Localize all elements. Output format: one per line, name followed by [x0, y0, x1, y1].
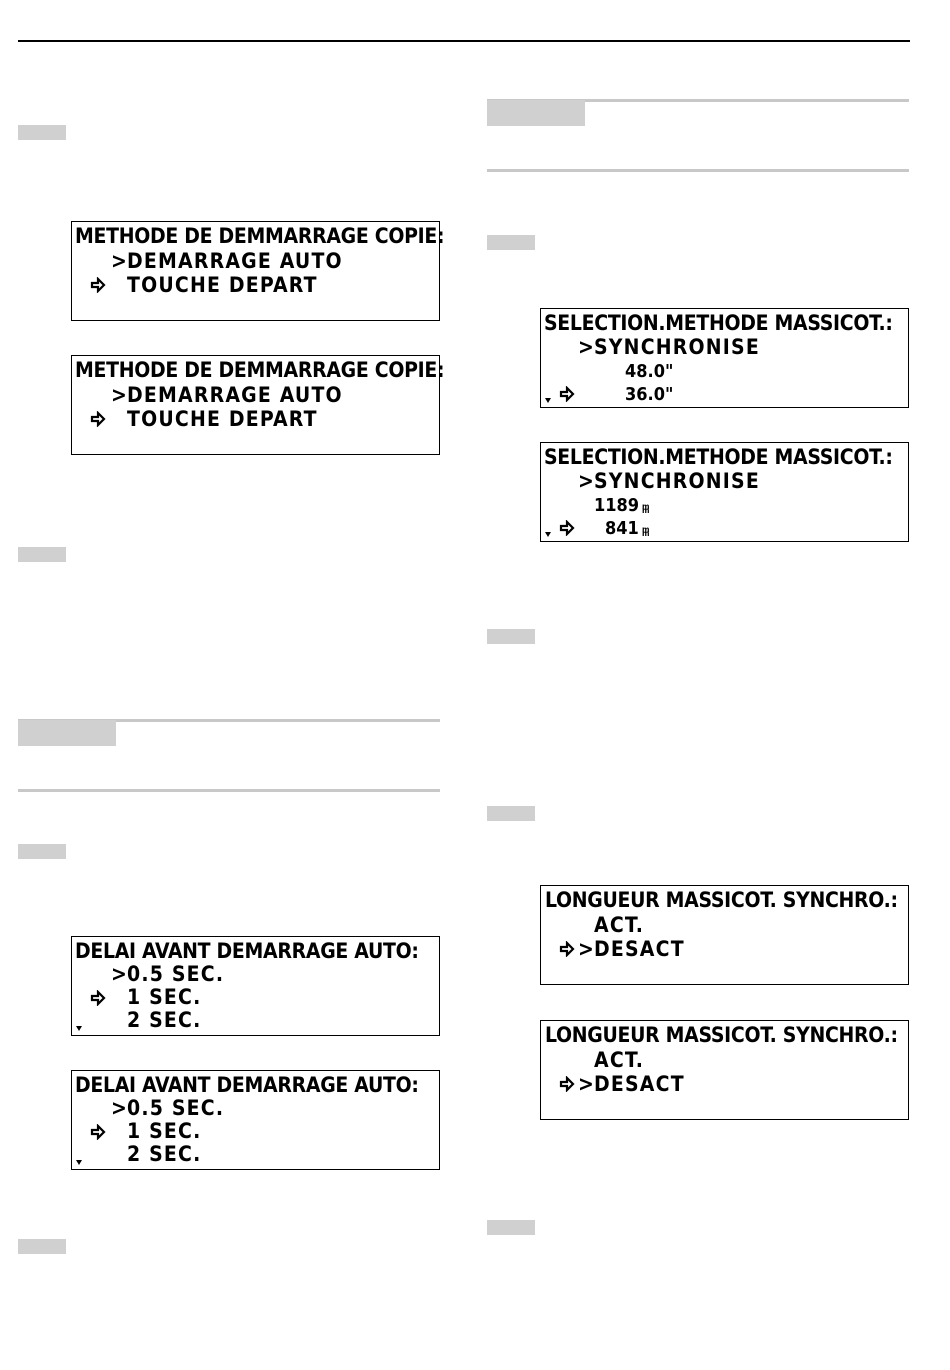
option-synchronized: SYNCHRONISE: [594, 335, 760, 359]
pointer-arrow-icon: [559, 520, 575, 536]
lcd-title: SELECTION.METHODE MASSICOT.:: [544, 311, 893, 335]
selected-cursor: >: [578, 937, 596, 961]
section-rule-bottom: [18, 789, 440, 792]
option-on: ACT.: [594, 913, 645, 937]
pointer-arrow-icon: [559, 386, 575, 402]
step-marker: [487, 235, 535, 250]
step-marker: [487, 1220, 535, 1235]
selected-cursor: >: [111, 1096, 129, 1120]
selected-cursor: >: [111, 383, 129, 407]
step-marker: [18, 1239, 66, 1254]
option-length-1189: 1189: [594, 495, 640, 516]
option-synchronized: SYNCHRONISE: [594, 469, 760, 493]
pointer-arrow-icon: [559, 941, 575, 957]
scroll-down-icon: [545, 398, 551, 403]
selected-cursor: >: [578, 335, 596, 359]
pointer-arrow-icon: [90, 411, 106, 427]
pointer-arrow-icon: [90, 990, 106, 1006]
lcd-auto-start-delay-1: [71, 936, 440, 1036]
pointer-arrow-icon: [90, 1124, 106, 1140]
option-two-seconds: 2 SEC.: [127, 1008, 202, 1032]
step-marker: [18, 844, 66, 859]
option-auto-start: DEMARRAGE AUTO: [127, 249, 343, 273]
option-one-second: 1 SEC.: [127, 1119, 202, 1143]
section-rule-bottom: [487, 169, 909, 172]
option-auto-start: DEMARRAGE AUTO: [127, 383, 343, 407]
lcd-cutter-method-inch: [540, 308, 909, 408]
selected-cursor: >: [111, 249, 129, 273]
option-two-seconds: 2 SEC.: [127, 1142, 202, 1166]
lcd-title: DELAI AVANT DEMARRAGE AUTO:: [75, 1073, 419, 1097]
option-length-841: 841: [605, 518, 639, 539]
lcd-title: DELAI AVANT DEMARRAGE AUTO:: [75, 939, 419, 963]
selected-cursor: >: [578, 1072, 596, 1096]
lcd-title: METHODE DE DEMMARRAGE COPIE:: [75, 358, 445, 382]
option-length-48: 48.0": [625, 361, 674, 382]
option-off: DESACT: [594, 937, 685, 961]
step-marker: [18, 547, 66, 562]
option-start-key: TOUCHE DEPART: [127, 407, 318, 431]
lcd-sync-cut-length-1: [540, 885, 909, 985]
lcd-title: LONGUEUR MASSICOT. SYNCHRO.:: [545, 888, 898, 912]
step-marker: [487, 806, 535, 821]
option-half-second: 0.5 SEC.: [127, 962, 225, 986]
pointer-arrow-icon: [90, 277, 106, 293]
lcd-title: METHODE DE DEMMARRAGE COPIE:: [75, 224, 445, 248]
pointer-arrow-icon: [559, 1076, 575, 1092]
section-heading-bar: [487, 100, 585, 126]
scroll-down-icon: [76, 1160, 82, 1165]
selected-cursor: >: [111, 962, 129, 986]
lcd-start-method-1: [71, 221, 445, 321]
scroll-down-icon: [545, 532, 551, 537]
lcd-title: SELECTION.METHODE MASSICOT.:: [544, 445, 893, 469]
option-half-second: 0.5 SEC.: [127, 1096, 225, 1120]
lcd-title: LONGUEUR MASSICOT. SYNCHRO.:: [545, 1023, 898, 1047]
top-rule: [18, 40, 910, 42]
option-one-second: 1 SEC.: [127, 985, 202, 1009]
option-on: ACT.: [594, 1048, 645, 1072]
step-marker: [487, 629, 535, 644]
section-heading-bar: [18, 720, 116, 746]
lcd-auto-start-delay-2: [71, 1070, 440, 1170]
lcd-start-method-2: [71, 355, 445, 455]
scroll-down-icon: [76, 1026, 82, 1031]
mm-unit: mm: [642, 502, 650, 515]
option-off: DESACT: [594, 1072, 685, 1096]
step-marker: [18, 125, 66, 140]
mm-unit: mm: [642, 525, 650, 538]
selected-cursor: >: [578, 469, 596, 493]
option-length-36: 36.0": [625, 384, 674, 405]
lcd-sync-cut-length-2: [540, 1020, 909, 1120]
option-start-key: TOUCHE DEPART: [127, 273, 318, 297]
lcd-cutter-method-metric: [540, 442, 909, 542]
